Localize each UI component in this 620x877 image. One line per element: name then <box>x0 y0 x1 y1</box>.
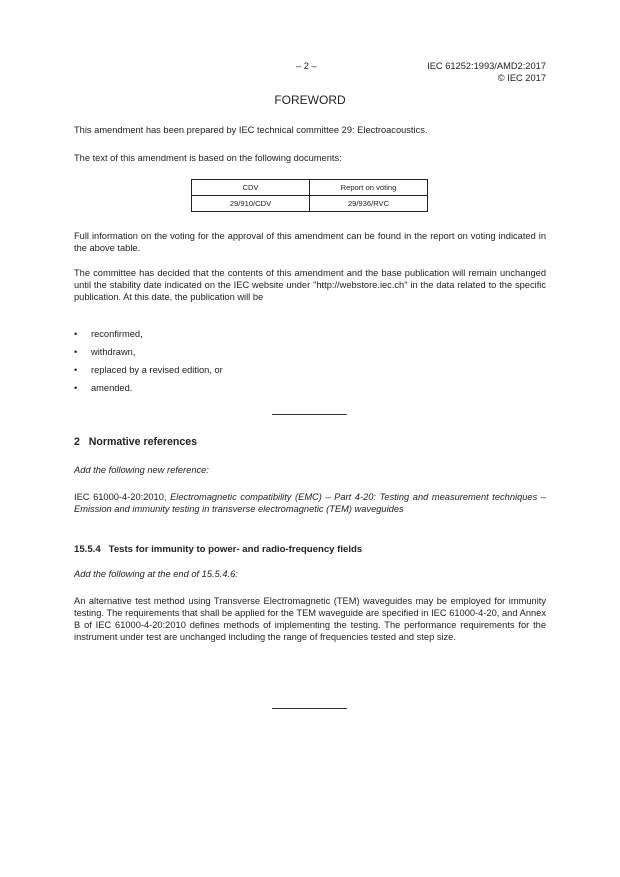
section-heading-15-5-4: 15.5.4 Tests for immunity to power- and radio-frequency fields <box>74 544 363 555</box>
instruction-text: Add the following new reference: <box>74 465 209 475</box>
bullet-icon: • <box>74 329 78 339</box>
document-id <box>427 60 546 84</box>
paragraph-committee: This amendment has been prepared by IEC technical committee 29: Electroacoustics. <box>74 125 428 135</box>
table-row <box>192 196 428 212</box>
table-cell-rvc: 29/936/RVC <box>310 196 428 212</box>
page-number: – 2 – <box>296 61 317 71</box>
doc-id-text: IEC 61252:1993/AMD2:2017 <box>427 61 546 71</box>
separator-rule <box>272 414 347 415</box>
table-header-cdv: CDV <box>192 180 310 196</box>
instruction-text: Add the following at the end of 15.5.4.6: <box>74 569 238 579</box>
separator-rule <box>272 708 347 709</box>
table-cell-cdv: 29/910/CDV <box>192 196 310 212</box>
table-header-row <box>192 180 428 196</box>
section-heading-normative-references: 2 Normative references <box>74 436 198 448</box>
copyright-text: © IEC 2017 <box>497 73 546 83</box>
paragraph-voting: Full information on the voting for the approval of this amendment can be found in the report on voting indicated in the above table. <box>74 231 546 253</box>
bullet-icon: • <box>74 383 78 393</box>
paragraph-documents: The text of this amendment is based on the following documents: <box>74 153 342 163</box>
table-header-rvc: Report on voting <box>310 180 428 196</box>
page-title: FOREWORD <box>274 93 346 107</box>
bullet-icon: • <box>74 365 78 375</box>
reference-entry: IEC 61000-4-20:2010, Electromagnetic compatibility (EMC) – Part 4-20: Testing and measurement techniques – Emission and immunity testing in transverse electromagnetic (TEM) waveguides <box>74 492 546 514</box>
paragraph-tem-method: An alternative test method using Transverse Electromagnetic (TEM) waveguides may be employed for immunity testing. The requirements that shall be applied for the TEM waveguide are specified in IEC 61000-4-20, and Annex B of IEC 61000-4-20:2010 defines methods of implementing the testing. The performance requirements for the instrument under test are unchanged including the range of frequencies tested and step size. <box>74 596 546 642</box>
bullet-icon: • <box>74 347 78 357</box>
documents-table <box>191 179 428 212</box>
paragraph-stability: The committee has decided that the contents of this amendment and the base publication will remain unchanged until the stability date indicated on the IEC website under "http://webstore.iec.ch" in the data related to the specific publication. At this date, the publication will be <box>74 268 546 302</box>
